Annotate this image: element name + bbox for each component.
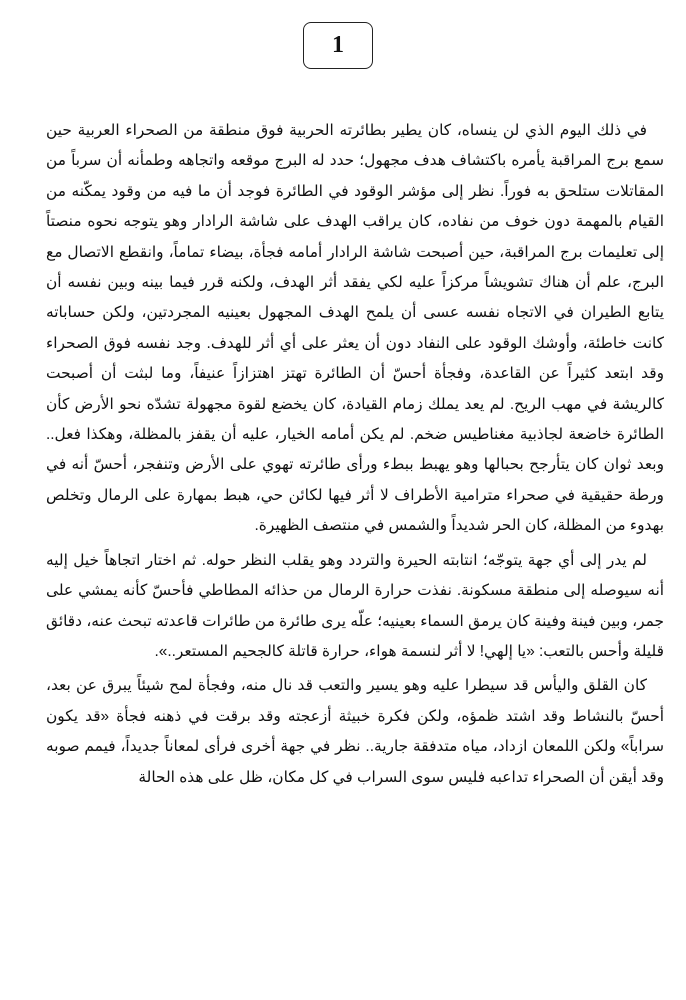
story-text (46, 116, 664, 797)
paragraph-3: كان القلق واليأس قد سيطرا عليه وهو يسير والتعب قد نال منه، وفجأة لمح شيئاً يبرق عن بعد، أحسّ بالنشاط وقد اشتد ظمؤه، ولكن فكرة خبيثة أزعجته وقد برقت في ذهنه فجأة «قد يكون سراباً» ولكن اللمعان ازداد، مياه متدفقة جارية.. نظر في جهة أخرى فرأى لمعاناً جديداً، فيمم صوبه وقد أيقن أن الصحراء تداعبه فليس سوى السراب في كل مكان، ظل على هذه الحالة (46, 677, 664, 786)
page-number-box (303, 22, 373, 69)
paragraph-1: في ذلك اليوم الذي لن ينساه، كان يطير بطائرته الحربية فوق منطقة من الصحراء العربية حين سمع برج المراقبة يأمره باكتشاف هدف مجهول؛ حدد له البرج موقعه واتجاهه وطمأنه أن سرباً من المقاتلات ستلحق به فوراً. نظر إلى مؤشر الوقود في الطائرة فوجد أن ما فيه من وقود يمكّنه من القيام بالمهمة دون خوف من نفاده، كان يراقب الهدف على شاشة الرادار وهو يتوجه نحوه منصتاً إلى تعليمات برج المراقبة، حين أصبحت شاشة الرادار أمامه فجأة، بيضاء تماماً، وانقطع الاتصال مع البرج، علم أن هناك تشويشاً مركزاً عليه لكي يفقد أثر الهدف، ولكنه قرر فيما بينه وبين نفسه أن يتابع الطيران في الاتجاه نفسه عسى أن يلمح الهدف المجهول بعينيه المجردتين، ولكن حساباته كانت خاطئة، وأوشك الوقود على النفاد دون أن يعثر على أي أثر للهدف. وجد نفسه فوق الصحراء وقد ابتعد كثيراً عن القاعدة، وفجأة أحسّ أن الطائرة تهتز اهتزازاً عنيفاً، وما لبثت أن أصبحت كالريشة في مهب الريح. لم يعد يملك زمام القيادة، كان يخضع لقوة مجهولة تشدّه نحو الأرض كأن الطائرة خاضعة لجاذبية مغناطيس ضخم. لم يكن أمامه الخيار، عليه أن يقفز بالمظلة، وهكذا فعل.. وبعد ثوان كان يتأرجح بحبالها وهو يهبط ببطء ورأى طائرته تهوي على الأرض وتنفجر، أحسّ أنه في ورطة حقيقية في صحراء مترامية الأطراف لا أثر فيها لكائن حي، هبط بمهارة على الرمال وتخلص بهدوء من المظلة، كان الحر شديداً والشمس في منتصف الظهيرة. (46, 122, 664, 535)
paragraph-2: لم يدر إلى أي جهة يتوجّه؛ انتابته الحيرة والتردد وهو يقلب النظر حوله. ثم اختار اتجاهاً خيل إليه أنه سيوصله إلى منطقة مسكونة. نفذت حرارة الرمال من حذائه المطاطي فأحسّ كأنه يمشي على جمر، وبين فينة وفينة كان يرمق السماء بعينيه؛ علّه يرى طائرة من طائرات قاعدته تبحث عنه، دقائق قليلة وأحس بالتعب: «يا إلهي! لا أثر لنسمة هواء، حرارة قاتلة كالجحيم المستعر..». (46, 551, 664, 660)
page-number: 1 (332, 32, 344, 58)
